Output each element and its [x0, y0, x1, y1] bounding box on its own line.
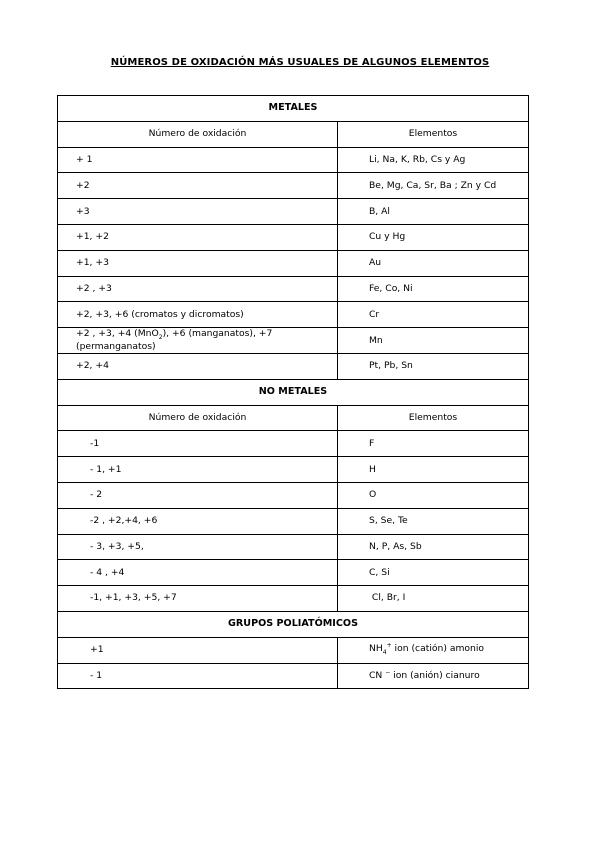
- oxidation-cell: +3: [58, 199, 338, 225]
- oxidation-cell: +1: [58, 637, 338, 663]
- oxidation-cell: -1, +1, +3, +5, +7: [58, 586, 338, 612]
- section-header-metales: METALES: [58, 96, 529, 122]
- document-title: NÚMEROS DE OXIDACIÓN MÁS USUALES DE ALGUNOS ELEMENTOS: [110, 57, 490, 68]
- table-row: [58, 224, 529, 250]
- elements-cell: H: [338, 457, 529, 483]
- table-row: [58, 534, 529, 560]
- elements-cell: F: [338, 431, 529, 457]
- section-header-row: [58, 611, 529, 637]
- elements-cell: Li, Na, K, Rb, Cs y Ag: [338, 147, 529, 173]
- elements-cell: Mn: [338, 328, 529, 354]
- description-text: ion (catión) amonio: [391, 643, 485, 655]
- formula-text: CN: [369, 670, 383, 682]
- oxidation-cell: +2 , +3: [58, 276, 338, 302]
- section-header-no-metales: NO METALES: [58, 379, 529, 405]
- elements-cell: Au: [338, 250, 529, 276]
- table-row: [58, 199, 529, 225]
- subscript: 2: [158, 334, 163, 342]
- column-header-elements: Elementos: [338, 121, 529, 147]
- oxidation-cell: - 1: [58, 663, 338, 689]
- oxidation-cell: +1, +3: [58, 250, 338, 276]
- oxidation-cell: - 2: [58, 482, 338, 508]
- table-row: [58, 276, 529, 302]
- oxidation-cell: - 1, +1: [58, 457, 338, 483]
- oxidation-table: [57, 95, 529, 689]
- superscript: −: [385, 669, 391, 677]
- oxidation-cell: + 1: [58, 147, 338, 173]
- elements-cell: Cr: [338, 302, 529, 328]
- oxidation-cell: -2 , +2,+4, +6: [58, 508, 338, 534]
- oxidation-cell: +1, +2: [58, 224, 338, 250]
- table-row: [58, 328, 529, 354]
- section-header-grupos: GRUPOS POLIATÓMICOS: [58, 611, 529, 637]
- section-header-row: [58, 379, 529, 405]
- section-header-row: [58, 96, 529, 122]
- oxidation-cell: - 3, +3, +5,: [58, 534, 338, 560]
- table-row: [58, 637, 529, 663]
- table-row: [58, 508, 529, 534]
- table-row: [58, 147, 529, 173]
- oxidation-cell: +2: [58, 173, 338, 199]
- table-row: [58, 302, 529, 328]
- table-row: [58, 560, 529, 586]
- table-row: [58, 353, 529, 379]
- column-header-oxidation: Número de oxidación: [58, 405, 338, 431]
- elements-cell: S, Se, Te: [338, 508, 529, 534]
- oxidation-cell: +2, +3, +6 (cromatos y dicromatos): [58, 302, 338, 328]
- subscript: 4: [382, 649, 387, 657]
- oxidation-text: +2 , +3, +4 (MnO: [76, 328, 159, 340]
- table-row: [58, 482, 529, 508]
- elements-cell: [338, 663, 529, 689]
- table-row: [58, 431, 529, 457]
- elements-cell: N, P, As, Sb: [338, 534, 529, 560]
- column-header-row: [58, 405, 529, 431]
- elements-cell: Cu y Hg: [338, 224, 529, 250]
- elements-cell: [338, 637, 529, 663]
- oxidation-cell: [58, 328, 338, 354]
- elements-cell: O: [338, 482, 529, 508]
- column-header-row: [58, 121, 529, 147]
- formula-text: NH: [369, 643, 383, 655]
- elements-cell: Be, Mg, Ca, Sr, Ba ; Zn y Cd: [338, 173, 529, 199]
- table-row: [58, 250, 529, 276]
- superscript: +: [386, 642, 392, 650]
- oxidation-text: ), +6 (manganatos), +7 (permanganatos): [76, 328, 273, 352]
- oxidation-cell: +2, +4: [58, 353, 338, 379]
- description-text: ion (anión) cianuro: [390, 670, 480, 682]
- elements-cell: Cl, Br, I: [338, 586, 529, 612]
- table-row: [58, 586, 529, 612]
- table-row: [58, 173, 529, 199]
- table-row: [58, 663, 529, 689]
- column-header-oxidation: Número de oxidación: [58, 121, 338, 147]
- elements-cell: Fe, Co, Ni: [338, 276, 529, 302]
- elements-cell: B, Al: [338, 199, 529, 225]
- column-header-elements: Elementos: [338, 405, 529, 431]
- elements-cell: Pt, Pb, Sn: [338, 353, 529, 379]
- table-row: [58, 457, 529, 483]
- oxidation-cell: - 4 , +4: [58, 560, 338, 586]
- oxidation-cell: -1: [58, 431, 338, 457]
- elements-cell: C, Si: [338, 560, 529, 586]
